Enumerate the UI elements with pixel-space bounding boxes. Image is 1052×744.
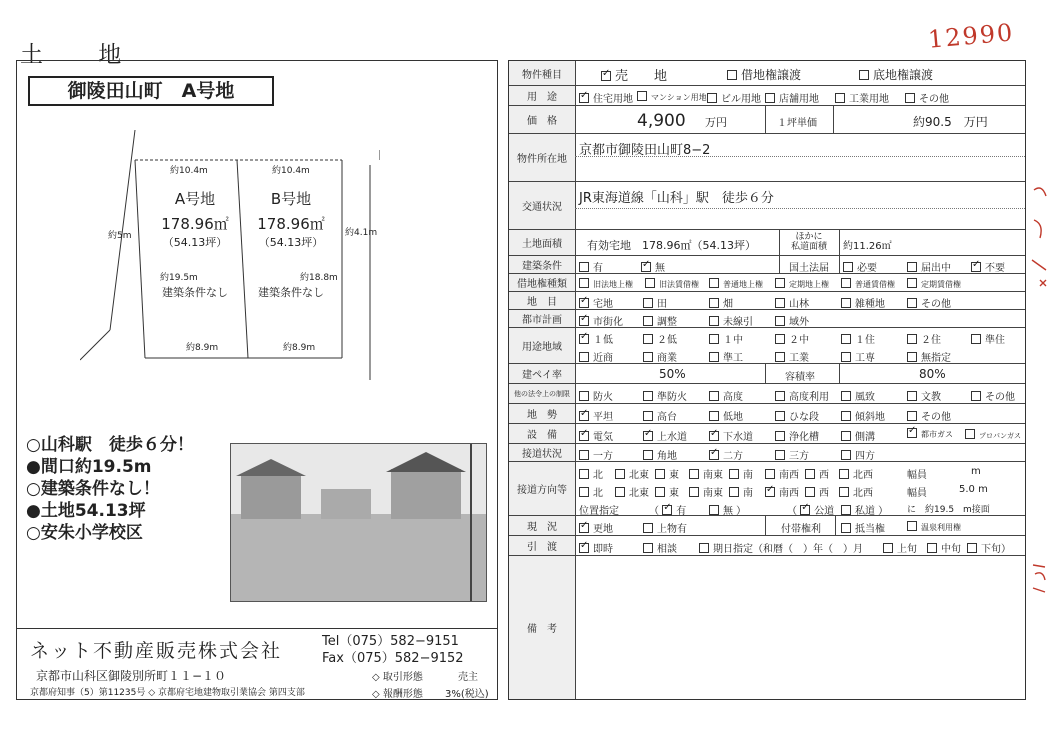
law-label: 国土法届 — [789, 263, 829, 274]
frontage: に 約19.5 m接面 — [907, 505, 990, 515]
plot-a-cond: 建築条件なし — [162, 286, 228, 299]
dir-label: 接道方向等 — [509, 462, 576, 515]
handover-opt: 即時 — [593, 544, 613, 555]
plot-b-name: B号地 — [270, 190, 312, 208]
restrict-opt: 準防火 — [657, 392, 687, 403]
dir-opt: 西 — [819, 470, 829, 481]
dim-left-road: 約5m — [108, 231, 132, 241]
company-fax: Fax（075）582−9152 — [322, 651, 464, 666]
lease-opt: 普通賃借権 — [855, 280, 895, 289]
dir-opt: 南西 — [779, 470, 799, 481]
pos-opt: 無 — [723, 506, 733, 517]
plot-b-area: 178.96㎡ — [257, 215, 325, 233]
fee-label: ◇ 報酬形態 — [372, 689, 423, 700]
attach-opt: 抵当権 — [855, 524, 885, 535]
dir-opt: 北東 — [629, 470, 649, 481]
plot-a-name: A号地 — [174, 190, 216, 208]
use-opt: 店舗用地 — [779, 94, 819, 105]
restrict-opt: 文教 — [921, 392, 941, 403]
terrain-opt: 傾斜地 — [855, 412, 885, 423]
road-label: 接道状況 — [509, 444, 576, 461]
dim-b-bottom: 約8.9m — [283, 343, 316, 353]
landcat-label: 地 目 — [509, 292, 576, 309]
build-opt: 無 — [655, 263, 665, 274]
zone-opt: 工専 — [855, 353, 875, 364]
plot-b-tsubo: （54.13坪） — [258, 236, 324, 249]
landcat-opt: 宅地 — [593, 299, 613, 310]
width-label: 幅員 — [907, 488, 927, 499]
feature-item: ○山科駅 徒歩６分！ — [26, 435, 194, 455]
price-unit: 万円 — [705, 116, 727, 129]
company-address: 京都市山科区御陵別所町１１−１０ — [36, 669, 227, 683]
zone-label: 用途地域 — [509, 328, 576, 363]
lease-opt: 定期地上権 — [789, 280, 829, 289]
pos-opt: 有 — [676, 506, 687, 517]
lease-opt: 定期賃借権 — [921, 280, 961, 289]
company-name: ネット不動産販売株式会社 — [30, 640, 283, 662]
public-opt: 公道 — [814, 506, 835, 517]
status-opt: 上物有 — [657, 524, 687, 535]
width-value: 5.0 m — [959, 484, 988, 495]
landcat-opt: 雑種地 — [855, 299, 885, 310]
landcat-opt: 畑 — [723, 299, 733, 310]
section-title: 土 地 — [20, 42, 146, 68]
public-opt: 私道 — [855, 506, 875, 517]
restrict-opt: 高度利用 — [789, 392, 829, 403]
zone-opt: １低 — [593, 335, 613, 346]
handover-label: 引 渡 — [509, 536, 576, 555]
road-opt: 二方 — [723, 451, 743, 462]
location-label: 物件所在地 — [509, 134, 576, 181]
city-opt: 市街化 — [593, 317, 623, 328]
terrain-label: 地 勢 — [509, 404, 576, 423]
use-label: 用 途 — [509, 86, 576, 105]
zone-opt: ２住 — [921, 335, 941, 346]
lease-label: 借地権種類 — [509, 274, 576, 291]
dir-opt: 南 — [743, 470, 753, 481]
facility-opt: 浄化槽 — [789, 432, 819, 443]
handover-opt: 相談 — [657, 544, 677, 555]
dir-opt: 北 — [593, 470, 603, 481]
dir-opt: 北東 — [629, 488, 649, 499]
law-opt: 必要 — [857, 263, 877, 274]
facility-opt: 上水道 — [657, 432, 687, 443]
facility-opt: 都市ガス — [921, 430, 953, 439]
road-opt: 一方 — [593, 451, 613, 462]
law-opt: 届出中 — [921, 263, 951, 274]
terrain-opt: 高台 — [657, 412, 677, 423]
site-photo — [230, 443, 487, 602]
dir-opt: 北 — [593, 488, 603, 499]
landcat-opt: その他 — [921, 299, 951, 310]
company-tel: Tel（075）582−9151 — [322, 634, 459, 649]
type-sale: 売 地 — [615, 69, 668, 84]
dim-right-road: 約4.1m — [345, 228, 378, 238]
law-opt: 不要 — [985, 263, 1005, 274]
terrain-opt: その他 — [921, 412, 951, 423]
dim-b-width: 約10.4m — [272, 166, 310, 176]
use-opt: ビル用地 — [721, 94, 761, 105]
plot-b — [246, 188, 336, 300]
price-value: 4,900 — [637, 111, 686, 131]
status-label: 現 況 — [509, 516, 576, 535]
attach-label: 付帯権利 — [781, 524, 821, 535]
deal-value: 売主 — [458, 672, 478, 683]
feature-list — [26, 434, 194, 544]
handover-opt: 中旬 — [941, 544, 961, 555]
use-opt: 住宅用地 — [593, 94, 633, 105]
landcat-opt: 田 — [657, 299, 667, 310]
dir-opt: 南東 — [703, 470, 723, 481]
landcat-opt: 山林 — [789, 299, 809, 310]
far-value: 80% — [919, 367, 946, 381]
handover-opt: 下旬） — [981, 544, 1011, 555]
facility-opt: プロパンガス — [979, 432, 1021, 440]
use-opt: マンション用地 — [651, 93, 707, 102]
dir-opt: 南西 — [779, 488, 799, 499]
terrain-opt: 低地 — [723, 412, 743, 423]
area-value: 有効宅地 178.96㎡（54.13坪） — [587, 239, 756, 252]
plot-a-area: 178.96㎡ — [161, 215, 229, 233]
dim-b-depth: 約18.8m — [300, 273, 338, 283]
feature-item: ●土地54.13坪 — [26, 501, 146, 521]
remarks-label: 備 考 — [509, 556, 576, 699]
city-opt: 域外 — [789, 317, 809, 328]
feature-item: ○安朱小学校区 — [26, 523, 143, 543]
plot-b-cond: 建築条件なし — [258, 286, 324, 299]
use-opt: 工業用地 — [849, 94, 889, 105]
price-label: 価 格 — [509, 106, 576, 133]
build-opt: 有 — [593, 263, 603, 274]
zone-opt: 準工 — [723, 353, 743, 364]
width-unit: m — [971, 466, 981, 477]
facility-opt: 側溝 — [855, 432, 875, 443]
pos-label: 位置指定 — [579, 506, 619, 517]
zone-opt: 工業 — [789, 353, 809, 364]
private-area: 約11.26㎡ — [843, 241, 892, 252]
property-title: 御陵田山町 A号地 — [28, 76, 274, 106]
zone-opt: １中 — [723, 335, 743, 346]
tsubo-label: １坪単価 — [777, 118, 817, 129]
use-opt: その他 — [919, 94, 949, 105]
handover-opt: 上旬 — [897, 544, 917, 555]
deal-label: ◇ 取引形態 — [372, 672, 423, 683]
dim-a-width: 約10.4m — [170, 166, 208, 176]
lease-opt: 普通地上権 — [723, 280, 763, 289]
far-label: 容積率 — [785, 372, 815, 383]
private-label: ほかに 私道面積 — [790, 232, 827, 252]
zone-opt: 商業 — [657, 353, 677, 364]
dim-a-bottom: 約8.9m — [186, 343, 219, 353]
lease-opt: 旧法賃借権 — [659, 280, 699, 289]
type-bottom: 底地権譲渡 — [873, 68, 934, 82]
plot-a-tsubo: （54.13坪） — [162, 236, 228, 249]
handwritten-number: 12990 — [926, 18, 1016, 54]
feature-item: ○建築条件なし！ — [26, 479, 160, 499]
restrict-opt: 防火 — [593, 392, 613, 403]
dir-opt: 北西 — [853, 470, 873, 481]
fee-value: 3%(税込) — [445, 689, 489, 700]
city-opt: 調整 — [657, 317, 677, 328]
plot-a — [150, 188, 240, 300]
company-license: 京都府知事（5）第11235号 ◇ 京都府宅地建物取引業協会 第四支部 — [30, 688, 305, 698]
zone-opt: 無指定 — [921, 353, 951, 364]
zone-opt: 準住 — [985, 335, 1005, 346]
dir-opt: 東 — [669, 470, 679, 481]
dir-opt: 東 — [669, 488, 679, 499]
road-opt: 三方 — [789, 451, 809, 462]
facility-opt: 電気 — [593, 432, 613, 443]
restrict-opt: その他 — [985, 392, 1015, 403]
city-label: 都市計画 — [509, 310, 576, 327]
handover-opt: 期日指定（和暦（ ）年（ ）月 — [713, 544, 863, 555]
location-value: 京都市御陵田山町8−2 — [579, 143, 711, 158]
terrain-opt: ひな段 — [789, 412, 819, 423]
dim-a-depth: 約19.5m — [160, 273, 198, 283]
facility-label: 設 備 — [509, 424, 576, 443]
handwritten-margin-note-2 — [1030, 560, 1050, 604]
terrain-opt: 平坦 — [593, 412, 613, 423]
facility-opt: 下水道 — [723, 432, 753, 443]
attach-opt: 温泉利用権 — [921, 523, 961, 532]
width-label: 幅員 — [907, 470, 927, 481]
restrict-label: 他の法令上の制限 — [509, 384, 576, 403]
property-table: 物件種目 ✓ 売 地 借地権譲渡 底地権譲渡 用 途 ✓ 住宅用地 マンション用地 ビル用地 店舗用地 工業用地 その他 価 格 4,900 万円 １坪単価 約90.5 万円 物件所在地 京都市御陵田山町8−2 交通状況 JR東海道線「山科」駅 徒歩６分 土地面積 有効宅地 178.96㎡（54.13坪） ほかに 私道面積 約11.26㎡ 建築条件 有 ✓ 無 国土法届 必要 届出中 ✓ 不要 借地権種類 旧法地上権 旧法賃借権 普通地上権 定期地上権 普通賃借権 定期賃借権 地 目 ✓ 宅地 田 畑 山林 雑種地 その他 都市計画 ✓ 市街化 調整 未線引 域外 用途地域 ✓１低 ２低 １中 ２中 １住 ２住 準住 近商 商業 準工 工業 工専 無指定 建ペイ率 50% 容積率 80% 他の法令上の制限 防火 準防火 高度 高度利用 風致 文教 その他 地 勢 ✓ 平坦 高台 低地 ひな段 傾斜地 その他 設 備 ✓ 電気 ✓ 上水道 ✓ 下水道 浄化槽 側溝 ✓ 都市ガス プロパンガス 接道状況 一方 角地 ✓ 二方 三方 四方 接道方向等 北 北東 東 南東 南 南西 西 北西 幅員 m 北 北東 東 南東 南 ✓ 南西 西 北西 幅員 5.0 m 位置指定 （ ✓有 無 ） （ ✓公道 私道 ） に 約19.5 m接面 現 況 ✓ 更地 上物有 付帯権利 抵当権 温泉利用権 引 渡 ✓ 即時 相談 期日指定（和暦（ ）年（ ）月 上旬 中旬 下旬） 備 考 — [508, 60, 1026, 700]
lease-opt: 旧法地上権 — [593, 280, 633, 289]
restrict-opt: 高度 — [723, 392, 743, 403]
zone-opt: ２低 — [657, 335, 677, 346]
bcr-value: 50% — [659, 367, 686, 381]
type-label: 物件種目 — [509, 61, 576, 85]
dir-opt: 南東 — [703, 488, 723, 499]
zone-opt: 近商 — [593, 353, 613, 364]
feature-item: ●間口約19.5m — [26, 457, 152, 477]
zone-opt: １住 — [855, 335, 875, 346]
area-label: 土地面積 — [509, 230, 576, 255]
city-opt: 未線引 — [723, 317, 753, 328]
restrict-opt: 風致 — [855, 392, 875, 403]
tsubo-price: 約90.5 万円 — [913, 115, 988, 129]
road-opt: 角地 — [657, 451, 677, 462]
bcr-label: 建ペイ率 — [509, 364, 576, 383]
status-opt: 更地 — [593, 524, 613, 535]
transport-label: 交通状況 — [509, 182, 576, 229]
dir-opt: 北西 — [853, 488, 873, 499]
dir-opt: 南 — [743, 488, 753, 499]
transport-value: JR東海道線「山科」駅 徒歩６分 — [579, 191, 774, 206]
dir-opt: 西 — [819, 488, 829, 499]
road-opt: 四方 — [855, 451, 875, 462]
zone-opt: ２中 — [789, 335, 809, 346]
build-label: 建築条件 — [509, 256, 576, 273]
handwritten-margin-note — [1030, 180, 1050, 306]
type-lease: 借地権譲渡 — [741, 68, 802, 82]
